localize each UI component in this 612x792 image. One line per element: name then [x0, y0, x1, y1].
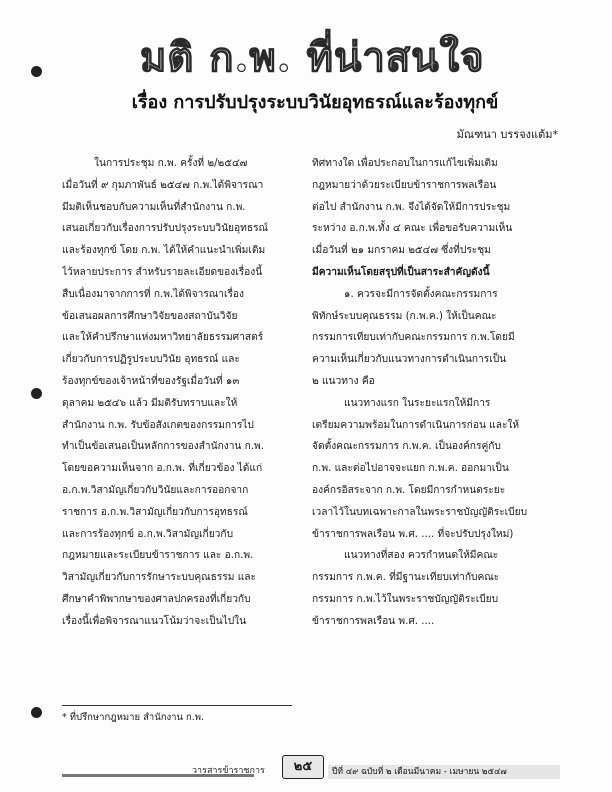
paragraph-line: ระหว่าง อ.ก.พ.ทั้ง ๔ คณะ เพื่อขอรับความเห็น — [312, 223, 513, 235]
paragraph-line: อ.ก.พ.วิสามัญเกี่ยวกับวินัยและการออกจาก — [62, 484, 249, 496]
paragraph-line: กรรมการ ก.พ.ค. ที่มีฐานะเทียบเท่ากับคณะ — [312, 572, 500, 584]
paragraph-line: ๑. ควรจะมีการจัดตั้งคณะกรรมการ — [344, 288, 498, 300]
paragraph-line: ร้องทุกข์ของเจ้าหน้าที่ของรัฐเมื่อวันที่ ๑๓ — [62, 375, 240, 387]
paragraph-line: เวลาไว้ในบทเฉพาะกาลในพระราชบัญญัติระเบียบ — [312, 506, 528, 518]
paragraph-line: เสนอเกี่ยวกับเรื่องการปรับปรุงระบบวินัยอุทธรณ์ — [62, 223, 268, 235]
author-name: มัณฑนา บรรจงแต้ม* — [456, 128, 558, 141]
binder-hole-middle — [31, 388, 42, 399]
page-number: ๒๕ — [282, 755, 324, 779]
paragraph-line: ไว้หลายประการ สำหรับรายละเอียดของเรื่องนี้ — [62, 266, 263, 278]
paragraph-line: พิทักษ์ระบบคุณธรรม (ก.พ.ค.) ให้เป็นคณะ — [312, 310, 497, 322]
paragraph-line: ทิศทางใด เพื่อประกอบในการแก้ไขเพิ่มเติม — [312, 158, 498, 169]
paragraph-line: ความเห็นเกี่ยวกับแนวทางการดำเนินการเป็น — [312, 354, 507, 366]
paragraph-line: มีความเห็นโดยสรุปที่เป็นสาระสำคัญดังนี้ — [312, 266, 490, 278]
right-text-column — [312, 153, 564, 633]
paragraph-line: ข้าราชการพลเรือน พ.ศ. .... — [312, 615, 435, 627]
paragraph-line: จัดตั้งคณะกรรมการ ก.พ.ค. เป็นองค์กรคู่กับ — [312, 441, 501, 453]
footnote-divider — [62, 705, 292, 706]
paragraph-line: ๒ แนวทาง คือ — [312, 375, 375, 387]
paragraph-line: สำนักงาน ก.พ. รับข้อสังเกตของกรรมการไป — [62, 419, 254, 431]
paragraph-line: ราชการ อ.ก.พ.วิสามัญเกี่ยวกับการอุทธรณ์ — [62, 506, 248, 518]
binder-hole-top — [31, 66, 42, 77]
paragraph-line: ข้าราชการพลเรือน พ.ศ. .... ที่จะปรับปรุงใหม่) — [312, 528, 514, 540]
paragraph-line: และการร้องทุกข์ อ.ก.พ.วิสามัญเกี่ยวกับ — [62, 528, 234, 540]
paragraph-line: วิสามัญเกี่ยวกับการรักษาระบบคุณธรรม และ — [62, 572, 257, 584]
page-title: มติ ก.พ. ที่น่าสนใจ — [140, 34, 485, 81]
paragraph-line: มีมติเห็นชอบกับความเห็นที่สำนักงาน ก.พ. — [62, 201, 246, 213]
paragraph-line: เมื่อวันที่ ๒๑ มกราคม ๒๕๔๗ ซึ่งที่ประชุม — [312, 245, 491, 257]
footnote: * ที่ปรึกษากฎหมาย สำนักงาน ก.พ. — [62, 712, 205, 723]
paragraph-line: กฎหมายว่าด้วยระเบียบข้าราชการพลเรือน — [312, 179, 497, 191]
paragraph-line: กฎหมายและระเบียบข้าราชการ และ อ.ก.พ. — [62, 550, 254, 562]
paragraph-line: องค์กรอิสระจาก ก.พ. โดยมีการกำหนดระยะ — [312, 484, 506, 496]
paragraph-line: ศึกษาคำพิพากษาของศาลปกครองที่เกี่ยวกับ — [62, 593, 251, 605]
paragraph-line: แนวทางแรก ในระยะแรกให้มีการ — [344, 397, 491, 409]
paragraph-line: กรรมการเทียบเท่ากับคณะกรรมการ ก.พ.โดยมี — [312, 332, 515, 344]
footer-issue-info: ปีที่ ๔๙ ฉบับที่ ๒ เดือนมีนาคม - เมษายน ๒๕๔๗ — [328, 765, 560, 779]
paragraph-line: ในการประชุม ก.พ. ครั้งที่ ๒/๒๕๔๗ — [94, 158, 248, 169]
paragraph-line: เรื่องนี้เพื่อพิจารณาแนวโน้มว่าจะเป็นไปใน — [62, 615, 247, 627]
binder-hole-bottom — [31, 707, 42, 718]
paragraph-line: ต่อไป สำนักงาน ก.พ. จึงได้จัดให้มีการประชุม — [312, 201, 511, 213]
paragraph-line: โดยขอความเห็นจาก อ.ก.พ. ที่เกี่ยวข้อง ได้แก่ — [62, 463, 263, 475]
paragraph-line: เกี่ยวกับการปฏิรูประบบวินัย อุทธรณ์ และ — [62, 354, 240, 366]
footer-magazine-name: วารสารข้าราชการ — [192, 766, 265, 776]
article-subtitle: เรื่อง การปรับปรุงระบบวินัยอุทธรณ์และร้องทุกข์ — [131, 92, 499, 113]
paragraph-line: ก.พ. และต่อไปอาจจะแยก ก.พ.ค. ออกมาเป็น — [312, 463, 509, 475]
left-text-column — [62, 153, 292, 633]
paragraph-line: กรรมการ ก.พ.ไว้ในพระราชบัญญัติระเบียบ — [312, 593, 499, 605]
paragraph-line: เมื่อวันที่ ๙ กุมภาพันธ์ ๒๕๔๗ ก.พ.ได้พิจารณา — [62, 179, 264, 191]
paragraph-line: เตรียมความพร้อมในการดำเนินการก่อน และให้ — [312, 419, 520, 431]
paragraph-line: แนวทางที่สอง ควรกำหนดให้มีคณะ — [344, 550, 499, 562]
paragraph-line: สืบเนื่องมาจากการที่ ก.พ.ได้พิจารณาเรื่อง — [62, 288, 245, 300]
paragraph-line: และให้คำปรึกษาแห่งมหาวิทยาลัยธรรมศาสตร์ — [62, 332, 264, 344]
paragraph-line: ข้อเสนอผลการศึกษาวิจัยของสถาบันวิจัย — [62, 310, 238, 322]
paragraph-line: ทำเป็นข้อเสนอเป็นหลักการของสำนักงาน ก.พ. — [62, 441, 264, 453]
paragraph-line: และร้องทุกข์ โดย ก.พ. ได้ให้คำแนะนำเพิ่มเติม — [62, 245, 266, 257]
paragraph-line: ตุลาคม ๒๕๔๖ แล้ว มีมติรับทราบและให้ — [62, 397, 238, 409]
